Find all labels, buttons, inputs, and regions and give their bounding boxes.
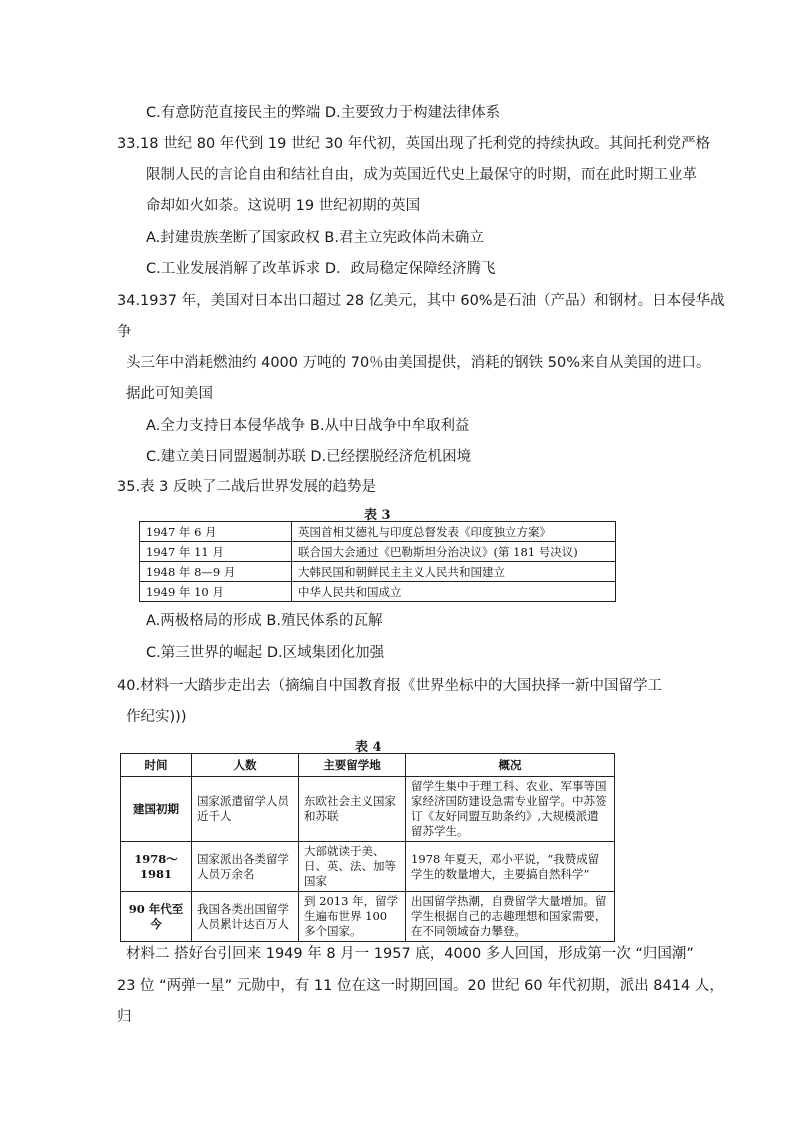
table-cell: 国家派出各类留学人员万余名 bbox=[192, 842, 299, 892]
table-cell: 1947 年 11 月 bbox=[140, 542, 292, 562]
table-cell: 1978 年夏天，邓小平说，“我赞成留学生的数量增大，主要搞自然科学” bbox=[406, 842, 615, 892]
q33-options-cd: C.工业发展消解了改革诉求 D．政局稳定保障经济腾飞 bbox=[146, 261, 496, 277]
q35-stem: 35.表 3 反映了二战后世界发展的趋势是 bbox=[117, 479, 377, 495]
q35-options-ab: A.两极格局的形成 B.殖民体系的瓦解 bbox=[146, 613, 383, 629]
table-header-row bbox=[121, 754, 615, 777]
table4-caption: 表 4 bbox=[355, 740, 382, 755]
q40-material2-line3: 归 bbox=[117, 1009, 132, 1025]
q32-options-cd: C.有意防范直接民主的弊端 D.主要致力于构建法律体系 bbox=[146, 105, 501, 121]
table-row bbox=[140, 522, 616, 542]
q33-stem-line1: 33.18 世纪 80 年代到 19 世纪 30 年代初，英国出现了托利党的持续执政。其间托利党严格 bbox=[117, 136, 711, 152]
q35-options-cd: C.第三世界的崛起 D.区域集团化加强 bbox=[146, 645, 385, 661]
table-cell: 国家派遣留学人员近千人 bbox=[192, 777, 299, 842]
q40-material2-line2: 23 位 “两弹一星” 元勋中，有 11 位在这一时期回国。20 世纪 60 年代初期，派出 8414 人， bbox=[117, 978, 724, 994]
table-cell: 1948 年 8—9 月 bbox=[140, 562, 292, 582]
table-cell: 联合国大会通过《巴勒斯坦分治决议》(第 181 号决议) bbox=[292, 542, 616, 562]
table-cell: 东欧社会主义国家和苏联 bbox=[299, 777, 406, 842]
q34-stem-line3: 头三年中消耗燃油约 4000 万吨的 70％由美国提供，消耗的钢铁 50%来自从美国的进口。 bbox=[126, 355, 711, 371]
table-cell: 大韩民国和朝鲜民主主义人民共和国建立 bbox=[292, 562, 616, 582]
q40-material1-line1: 40.材料一大踏步走出去（摘编自中国教育报《世界坐标中的大国抉择一新中国留学工 bbox=[117, 678, 663, 694]
table-row bbox=[140, 562, 616, 582]
table-row bbox=[140, 582, 616, 602]
table-header: 主要留学地 bbox=[299, 754, 406, 777]
table-row bbox=[121, 842, 615, 892]
table-cell: 大部就读于美、日、英、法、加等国家 bbox=[299, 842, 406, 892]
table-cell: 英国首相艾德礼与印度总督发表《印度独立方案》 bbox=[292, 522, 616, 542]
q34-stem-line1: 34.1937 年，美国对日本出口超过 28 亿美元，其中 60%是石油（产品）和钢材。日本侵华战 bbox=[117, 293, 725, 309]
table3 bbox=[139, 521, 616, 602]
table-cell: 我国各类出国留学人员累计达百万人 bbox=[192, 892, 299, 942]
table-cell: 留学生集中于理工科、农业、军事等国家经济国防建设急需专业留学。中苏签订《友好同盟互助条约》,大规模派遣留苏学生。 bbox=[406, 777, 615, 842]
table-row bbox=[140, 542, 616, 562]
q34-options-ab: A.全力支持日本侵华战争 B.从中日战争中牟取利益 bbox=[146, 418, 470, 434]
table-header: 时间 bbox=[121, 754, 192, 777]
table-header: 概况 bbox=[406, 754, 615, 777]
table-row bbox=[121, 892, 615, 942]
table-cell: 90 年代至今 bbox=[121, 892, 192, 942]
table-cell: 出国留学热潮，自费留学大量增加。留学生根据自己的志趣理想和国家需要，在不同领域奋力攀登。 bbox=[406, 892, 615, 942]
q34-stem-line2: 争 bbox=[117, 324, 132, 340]
q33-options-ab: A.封建贵族垄断了国家政权 B.君主立宪政体尚未确立 bbox=[146, 230, 484, 246]
table-cell: 1949 年 10 月 bbox=[140, 582, 292, 602]
table-header: 人数 bbox=[192, 754, 299, 777]
q33-stem-line3: 命却如火如荼。这说明 19 世纪初期的英国 bbox=[146, 198, 421, 214]
q34-stem-line4: 据此可知美国 bbox=[126, 386, 213, 402]
table3-caption: 表 3 bbox=[364, 508, 391, 523]
table-cell: 到 2013 年，留学生遍布世界 100 多个国家。 bbox=[299, 892, 406, 942]
table-cell: 中华人民共和国成立 bbox=[292, 582, 616, 602]
q33-stem-line2: 限制人民的言论自由和结社自由，成为英国近代史上最保守的时期，而在此时期工业革 bbox=[146, 167, 697, 183]
q34-options-cd: C.建立美日同盟遏制苏联 D.已经摆脱经济危机困境 bbox=[146, 449, 472, 465]
table-cell: 1947 年 6 月 bbox=[140, 522, 292, 542]
q40-material2-line1: 材料二 搭好台引回来 1949 年 8 月一 1957 底，4000 多人回国，形成第一次 “归国潮” bbox=[126, 946, 694, 962]
table-row bbox=[121, 777, 615, 842]
table4 bbox=[120, 753, 615, 942]
q40-material1-line2: 作纪实))) bbox=[126, 709, 187, 725]
table-cell: 1978～1981 bbox=[121, 842, 192, 892]
table-cell: 建国初期 bbox=[121, 777, 192, 842]
